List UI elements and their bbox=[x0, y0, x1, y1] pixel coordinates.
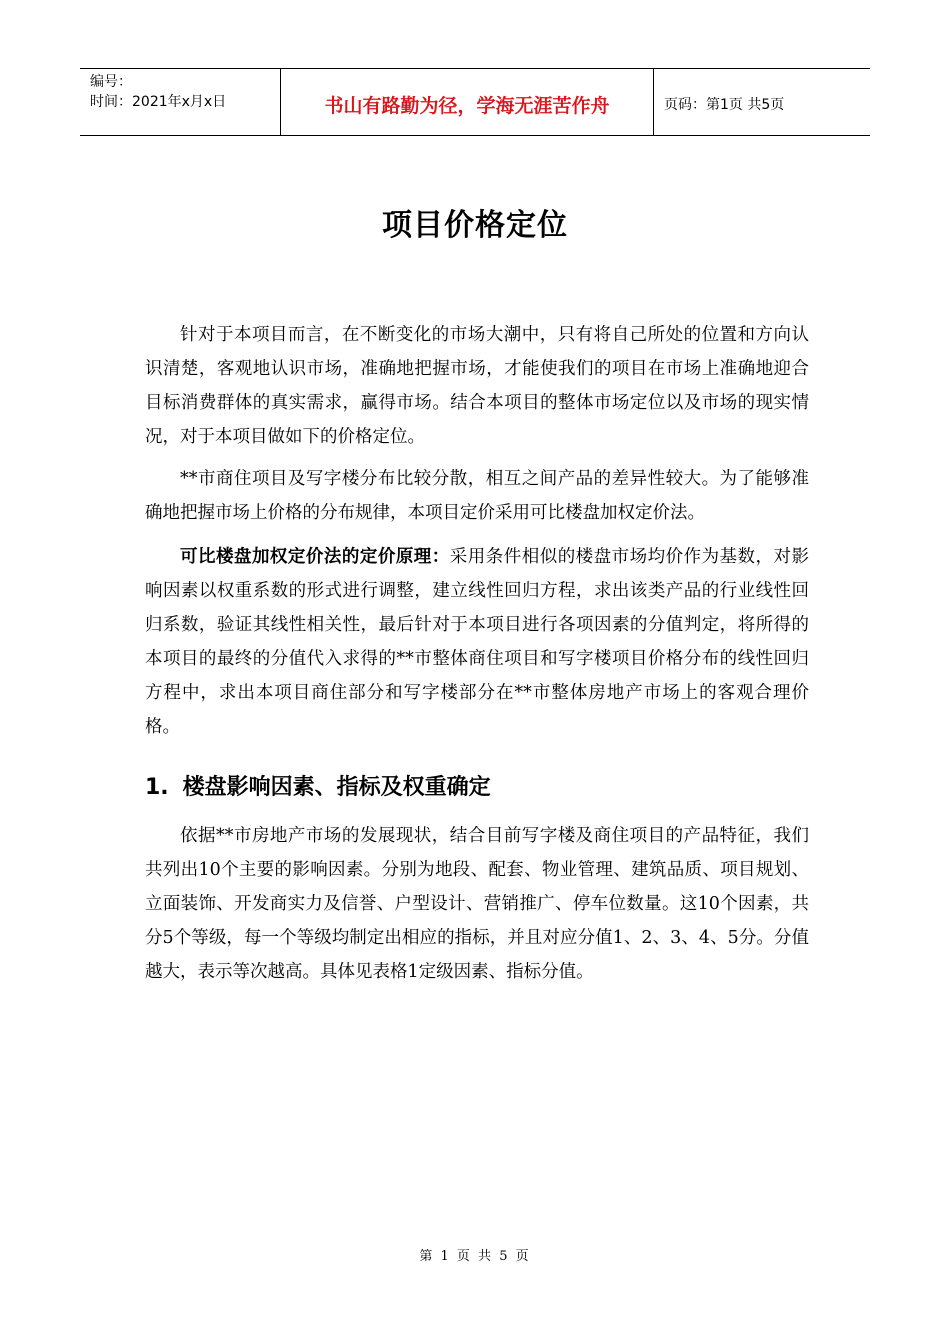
section-heading bbox=[145, 770, 491, 801]
principle-body: 采用条件相似的楼盘市场均价作为基数，对影响因素以权重系数的形式进行调整，建立线性回归方程，求出该类产品的行业线性回归系数，验证其线性相关性，最后针对于本项目进行各项因素的分值判定，将所得的本项目的最终的分值代入求得的**市整体商住项目和写字楼项目价格分布的线性回归方程中，求出本项目商住部分和写字楼部分在**市整体房地产市场上的客观合理价格。 bbox=[145, 547, 810, 737]
paragraph-intro: 针对于本项目而言，在不断变化的市场大潮中，只有将自己所处的位置和方向认识清楚，客观地认识市场，准确地把握市场，才能使我们的项目在市场上准确地迎合目标消费群体的真实需求，赢得市场。结合本项目的整体市场定位以及市场的现实情况，对于本项目做如下的价格定位。 bbox=[145, 325, 809, 447]
principle-lead: 可比楼盘加权定价法的定价原理： bbox=[180, 547, 450, 567]
header-motto: 书山有路勤为径，学海无涯苦作舟 bbox=[281, 69, 654, 135]
document-header bbox=[80, 68, 870, 136]
section-title: 楼盘影响因素、指标及权重确定 bbox=[182, 775, 491, 800]
page-title: 项目价格定位 bbox=[382, 208, 568, 243]
serial-number-label: 编号： bbox=[90, 74, 132, 90]
section-number: 1. bbox=[145, 775, 169, 800]
header-page-info: 页码：第1页 共5页 bbox=[664, 97, 785, 113]
date-label: 时间：2021年x月x日 bbox=[90, 94, 227, 110]
paragraph-method: **市商住项目及写字楼分布比较分散，相互之间产品的差异性较大。为了能够准确地把握市场上价格的分布规律，本项目定价采用可比楼盘加权定价法。 bbox=[145, 469, 809, 523]
paragraph-principle bbox=[145, 540, 809, 744]
paragraph-factors: 依据**市房地产市场的发展现状，结合目前写字楼及商住项目的产品特征，我们共列出10个主要的影响因素。分别为地段、配套、物业管理、建筑品质、项目规划、立面装饰、开发商实力及信誉、户型设计、营销推广、停车位数量。这10个因素，共分5个等级，每一个等级均制定出相应的指标，并且对应分值1、2、3、4、5分。分值越大，表示等次越高。具体见表格1定级因素、指标分值。 bbox=[145, 826, 809, 982]
header-meta-cell bbox=[80, 69, 281, 135]
page-footer: 第 1 页 共 5 页 bbox=[419, 1249, 531, 1264]
